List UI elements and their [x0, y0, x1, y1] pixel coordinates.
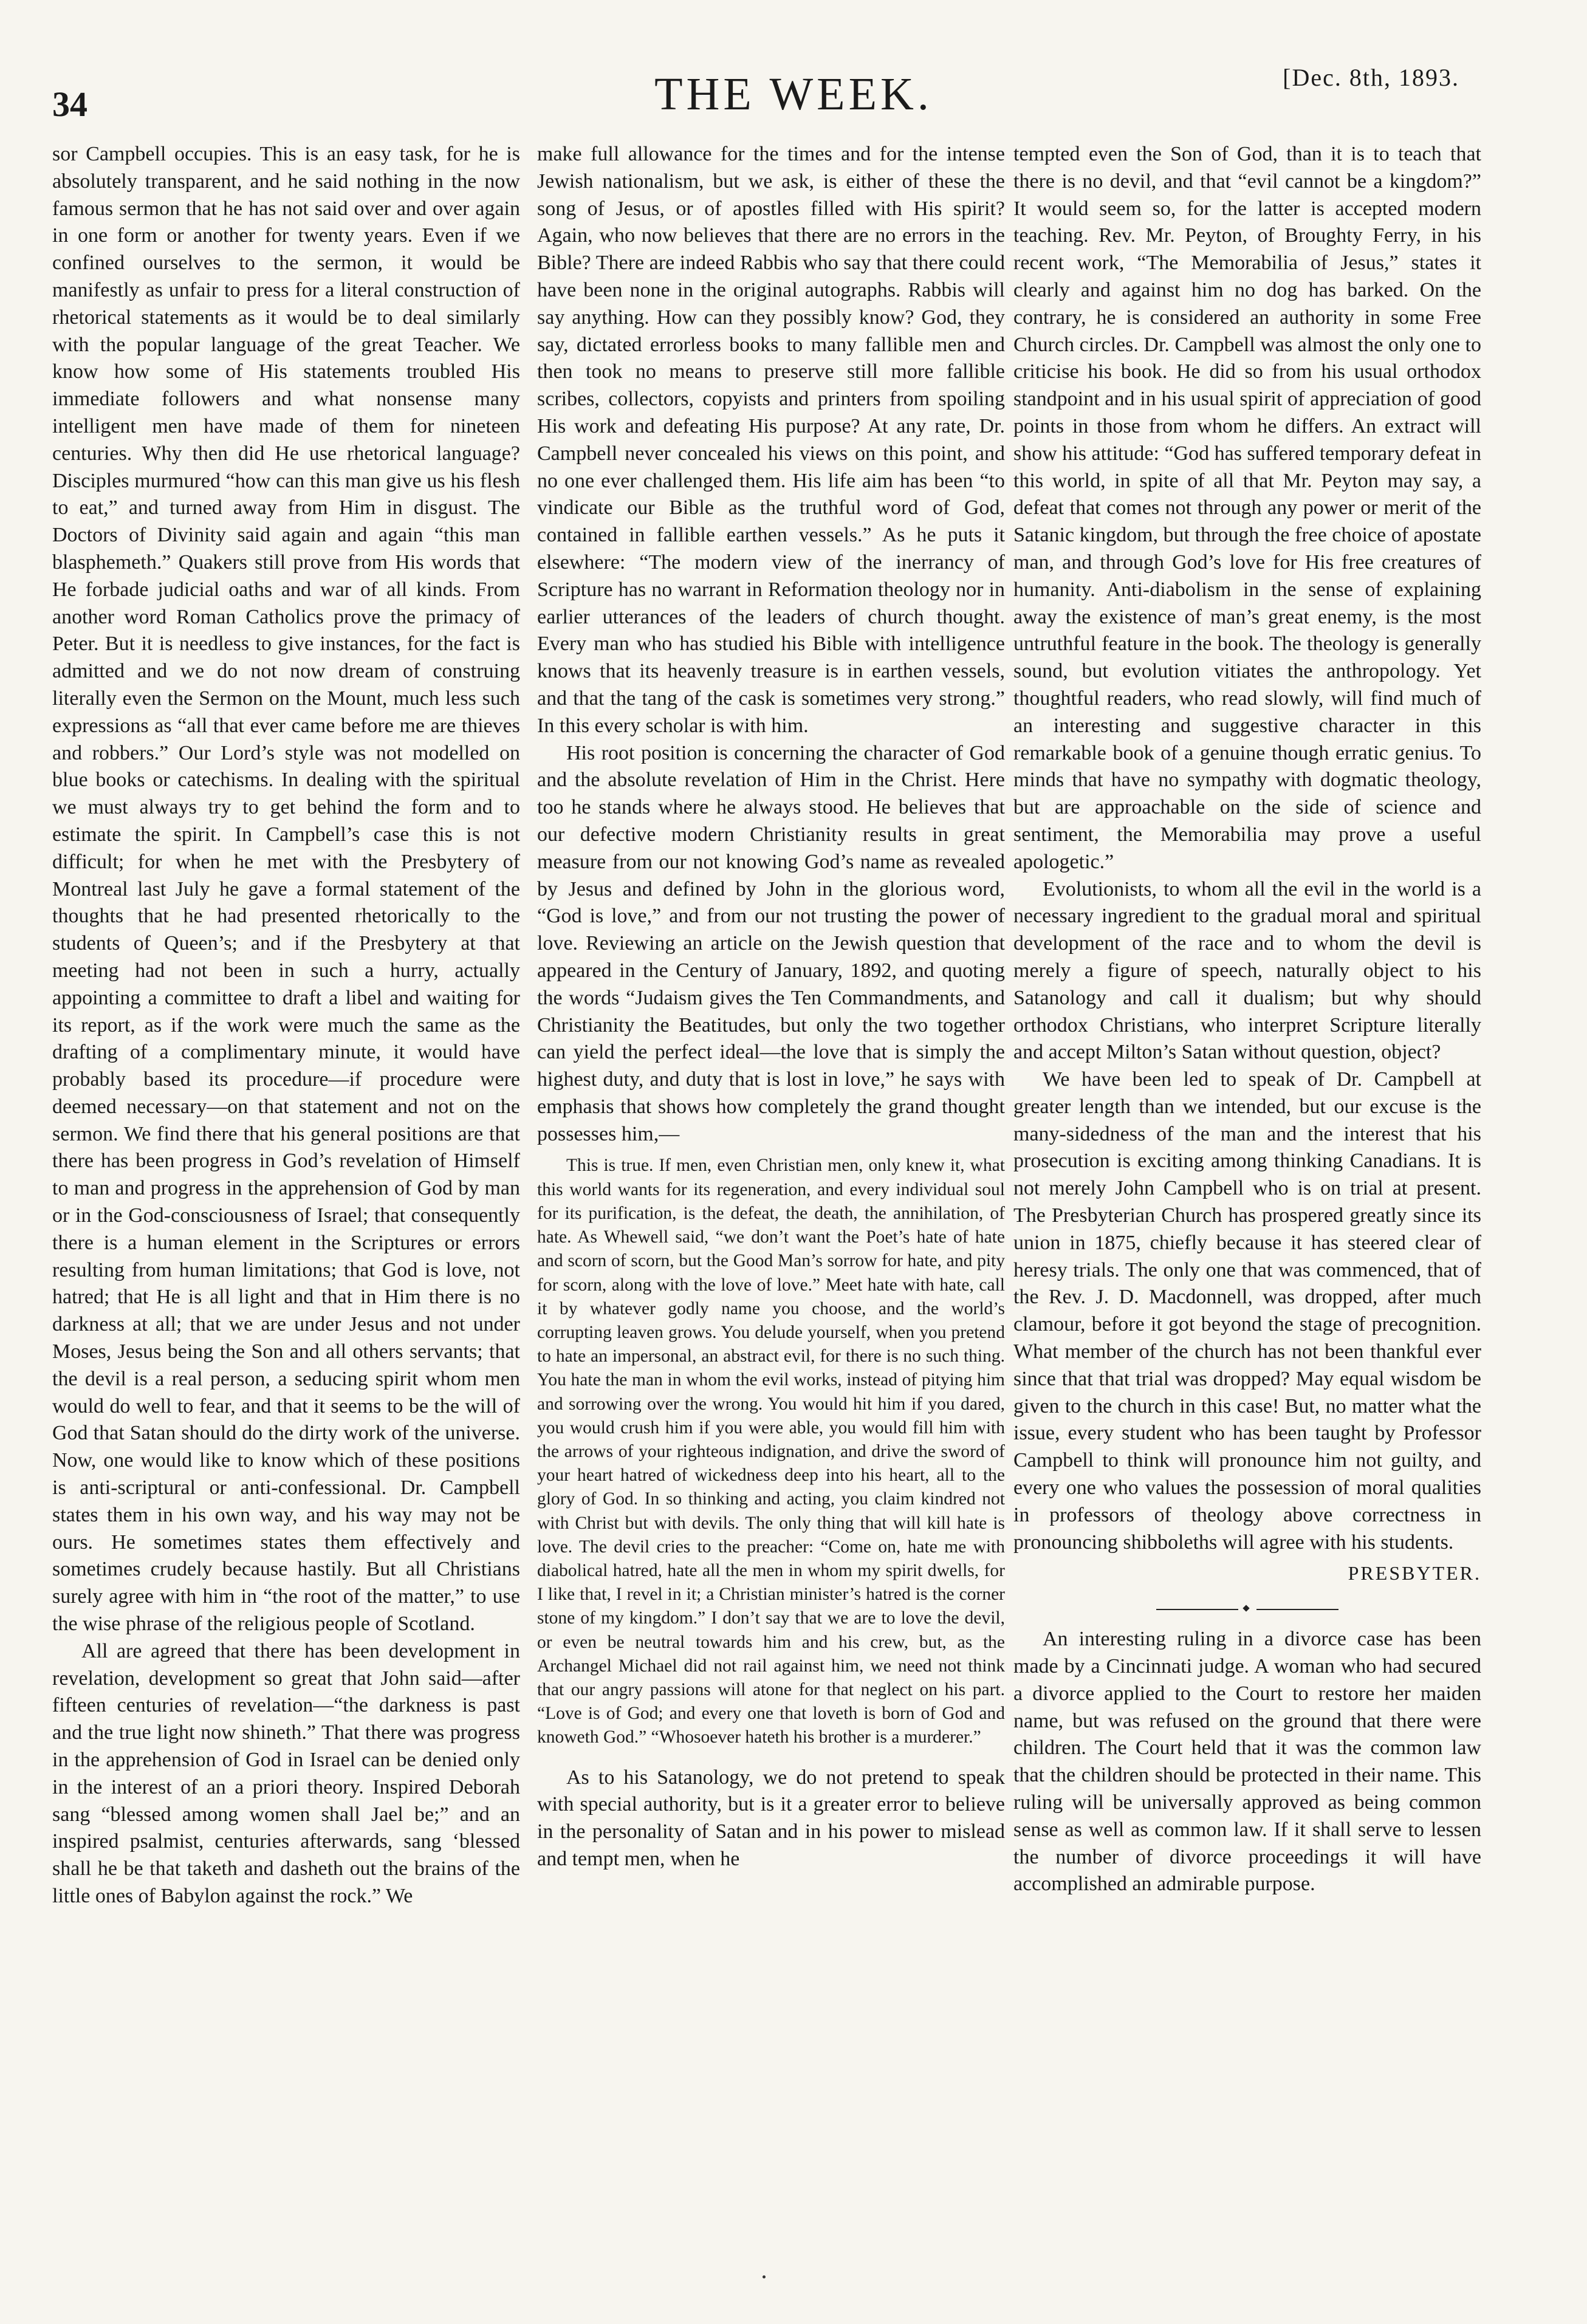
masthead-title: THE WEEK.	[654, 69, 933, 120]
section-divider	[1156, 1605, 1338, 1613]
paragraph: We have been led to speak of Dr. Campbell at greater length than we intended, but our excuse is the many-sidedness of the man and the interest that his prosecution is exciting among thinking Canadians. It is not merely John Campbell who is on trial at present. The Presbyterian Church has prospered greatly since its union in 1875, chiefly because it has steered clear of heresy trials. The only one that was commenced, that of the Rev. J. D. Macdonnell, was dropped, after much clamour, before it got beyond the stage of precognition. What member of the church has not been thankful ever since that that trial was dropped? May equal wisdom be given to the church in this case! But, no matter what the issue, every student who has been taught by Professor Campbell to think will pronounce him not guilty, and every one who values the possession of moral qualities in professors of theology above correctness in pronouncing shibboleths will agree with his students.	[1013, 1068, 1481, 1554]
paragraph: Evolutionists, to whom all the evil in the world is a necessary ingredient to the gradual moral and spiritual development of the race and to whom the devil is merely a figure of speech, naturally object to his Satanology and call it dualism; but why should orthodox Christians, who interpret Scripture literally and accept Milton’s Satan without question, object?	[1013, 877, 1481, 1064]
paragraph: His root position is concerning the character of God and the absolute revelation of Him in the Christ. Here too he stands where he always stood. He believes that our defective modern Christianity results in great measure from our not knowing God’s name as revealed by Jesus and defined by John in the glorious word, “God is love,” and from our not trusting the power of love. Reviewing an article on the Jewish question that appeared in the Century of January, 1892, and quoting the words “Judaism gives the Ten Commandments, and Christianity the Beatitudes, but only the two together can yield the perfect ideal—the love that is simply the highest duty, and duty that is lost in love,” he says with emphasis that shows how completely the grand thought possesses him,—	[537, 741, 1005, 1145]
paragraph: tempted even the Son of God, than it is to teach that there is no devil, and that “evil cannot be a kingdom?” It would seem so, for the latter is accepted modern teaching. Rev. Mr. Peyton, of Broughty Ferry, in his recent work, “The Memorabilia of Jesus,” states it clearly and against him no dog has barked. On the contrary, he is considered an authority in some Free Church circles. Dr. Campbell was almost the only one to criticise his book. He did so from his usual orthodox standpoint and in his usual spirit of appreciation of good points in those from whom he differs. An extract will show his attitude: “God has suffered temporary defeat in this world, in spite of all that Mr. Peyton may say, a defeat that comes not through any power or merit of the Satanic kingdom, but through the free choice of apostate man, and through God’s love for His free creatures of humanity. Anti-diabolism in the sense of explaining away the existence of man’s great enemy, is the most untruthful feature in the book. The theology is generally sound, but evolution vitiates the anthropology. Yet thoughtful readers, who read slowly, will find much of an interesting and suggestive character in this remarkable book of a genuine though erratic genius. To minds that have no sympathy with dogmatic theology, but are approachable on the side of science and sentiment, the Memorabilia may prove a useful apologetic.”	[1013, 143, 1481, 873]
paragraph: An interesting ruling in a divorce case has been made by a Cincinnati judge. A woman who had secured a divorce applied to the Court to restore her maiden name, but was refused on the ground that there were children. The Court held that it was the common law that the children should be protected in their name. This ruling will be universally approved as being common sense as well as common law. If it shall serve to lessen the number of divorce proceedings it will have accomplished an admirable purpose.	[1013, 1628, 1481, 1896]
divider-ornament-icon	[1243, 1606, 1251, 1612]
author-signature: PRESBYTER.	[1348, 1562, 1481, 1585]
block-quote: This is true. If men, even Christian men, only knew it, what this world wants for its regeneration, and every individual soul for its purification, is the defeat, the death, the annihilation, of hate. As Whewell said, “we don’t want the Poet’s hate of hate and scorn of scorn, but the Good Man’s sorrow for hate, and pity for scorn, along with the love of love.” Meet hate with hate, call it by whatever godly name you choose, and the world’s corrupting leaven grows. You delude yourself, when you pretend to hate an impersonal, an abstract evil, for there is no such thing. You hate the man in whom the evil works, instead of pitying him and sorrowing over the wrong. You would hit him if you dared, you would crush him if you were able, you would fill him with the arrows of your righteous indignation, and drive the sword of your heart hatred of wickedness deep into his heart, all to the glory of God. In so thinking and acting, you claim kindred not with Christ but with devils. The only thing that will kill hate is love. The devil cries to the preacher: “Come on, hate me with diabolical hatred, hate all the men in whom my spirit dwells, for I like that, I revel in it; a Christian minister’s hatred is the corner stone of my kingdom.” I don’t say that we are to love the devil, or even be neutral towards him and his crew, but, as the Archangel Michael did not rail against him, we need not think that our angry passions will atone for that neglect on his part. “Love is of God; and every one that loveth is born of God and knoweth God.” “Whosoever hateth his brother is a murderer.”	[537, 1156, 1005, 1747]
page-number: 34	[52, 84, 87, 124]
column-2	[537, 141, 1005, 1873]
issue-date: [Dec. 8th, 1893.	[1283, 64, 1459, 91]
column-1	[52, 141, 520, 1910]
page-header	[0, 0, 1587, 140]
ink-speck	[763, 2275, 766, 2278]
paragraph: sor Campbell occupies. This is an easy task, for he is absolutely transparent, and he said nothing in the now famous sermon that he has not said over and over again in one form or another for twenty years. Even if we confined ourselves to the sermon, it would be manifestly as unfair to press for a literal construction of rhetorical statements as it would be to deal similarly with the popular language of the great Teacher. We know how some of His statements troubled His immediate followers and what nonsense many intelligent men have made of them for nineteen centuries. Why then did He use rhetorical language? Disciples murmured “how can this man give us his flesh to eat,” and turned away from Him in disgust. The Doctors of Divinity said again and again “this man blasphemeth.” Quakers still prove from His words that He forbade judicial oaths and war of all kinds. From another word Roman Catholics prove the primacy of Peter. But it is needless to give instances, for the fact is admitted and we do not now dream of construing literally even the Sermon on the Mount, much less such expressions as “all that ever came before me are thieves and robbers.” Our Lord’s style was not modelled on blue books or catechisms. In dealing with the spiritual we must always try to get behind the form and to estimate the spirit. In Campbell’s case this is not difficult; for when he met with the Presbytery of Montreal last July he gave a formal statement of the thoughts that he had presented rhetorically to the students of Queen’s; and if the Presbytery at that meeting had not been in such a hurry, actually appointing a committee to draft a libel and waiting for its report, as if the work were much the same as the drafting of a complimentary minute, it would have probably based its procedure—if procedure were deemed necessary—on that statement and not on the sermon. We find there that his general positions are that there has been progress in God’s revelation of Himself to man and progress in the apprehension of God by man or in the God-consciousness of Israel; that consequently there is a human element in the Scriptures or errors resulting from human limitations; that God is love, not hatred; that He is all light and that in Him there is no darkness at all; that we are under Jesus and not under Moses, Jesus being the Son and all others servants; that the devil is a real person, a seducing spirit whom men would do well to fear, and that it seems to be the will of God that Satan should do the dirty work of the universe. Now, one would like to know which of these positions is anti-scriptural or anti-confessional. Dr. Campbell states them in his own way, and his way may not be ours. He sometimes states them effectively and sometimes crudely because hastily. But all Christians surely agree with him in “the root of the matter,” to use the wise phrase of the religious people of Scotland.	[52, 143, 520, 1636]
paragraph: All are agreed that there has been development in revelation, development so great that John said—after fifteen centuries of revelation—“the darkness is past and the true light now shineth.” That there was progress in the apprehension of God in Israel can be denied only in the interest of an a priori theory. Inspired Deborah sang “blessed among women shall Jael be;” and an inspired psalmist, centuries afterwards, sang ‘blessed shall he be that taketh and dasheth out the brains of the little ones of Babylon against the rock.” We	[52, 1639, 520, 1907]
paragraph: make full allowance for the times and for the intense Jewish nationalism, but we ask, is either of these the song of Jesus, or of apostles filled with His spirit? Again, who now believes that there are no errors in the Bible? There are indeed Rabbis who say that there could have been none in the original autographs. Rabbis will say anything. How can they possibly know? God, they say, dictated errorless books to many fallible men and then took no means to preserve still more fallible scribes, collectors, copyists and printers from spoiling His work and defeating His purpose? At any rate, Dr. Campbell never concealed his views on this point, and no one ever challenged them. His life aim has been “to vindicate our Bible as the truthful word of God, contained in fallible earthen vessels.” As he puts it elsewhere: “The modern view of the inerrancy of Scripture has no warrant in Reformation theology nor in earlier utterances of the leaders of church thought. Every man who has studied his Bible with intelligence knows that its heavenly treasure is in earthen vessels, and that the tang of the cask is sometimes very strong.” In this every scholar is with him.	[537, 143, 1005, 737]
column-3	[1013, 141, 1481, 1898]
paragraph: As to his Satanology, we do not pretend to speak with special authority, but is it a greater error to believe in the personality of Satan and in his power to mislead and tempt men, when he	[537, 1766, 1005, 1870]
